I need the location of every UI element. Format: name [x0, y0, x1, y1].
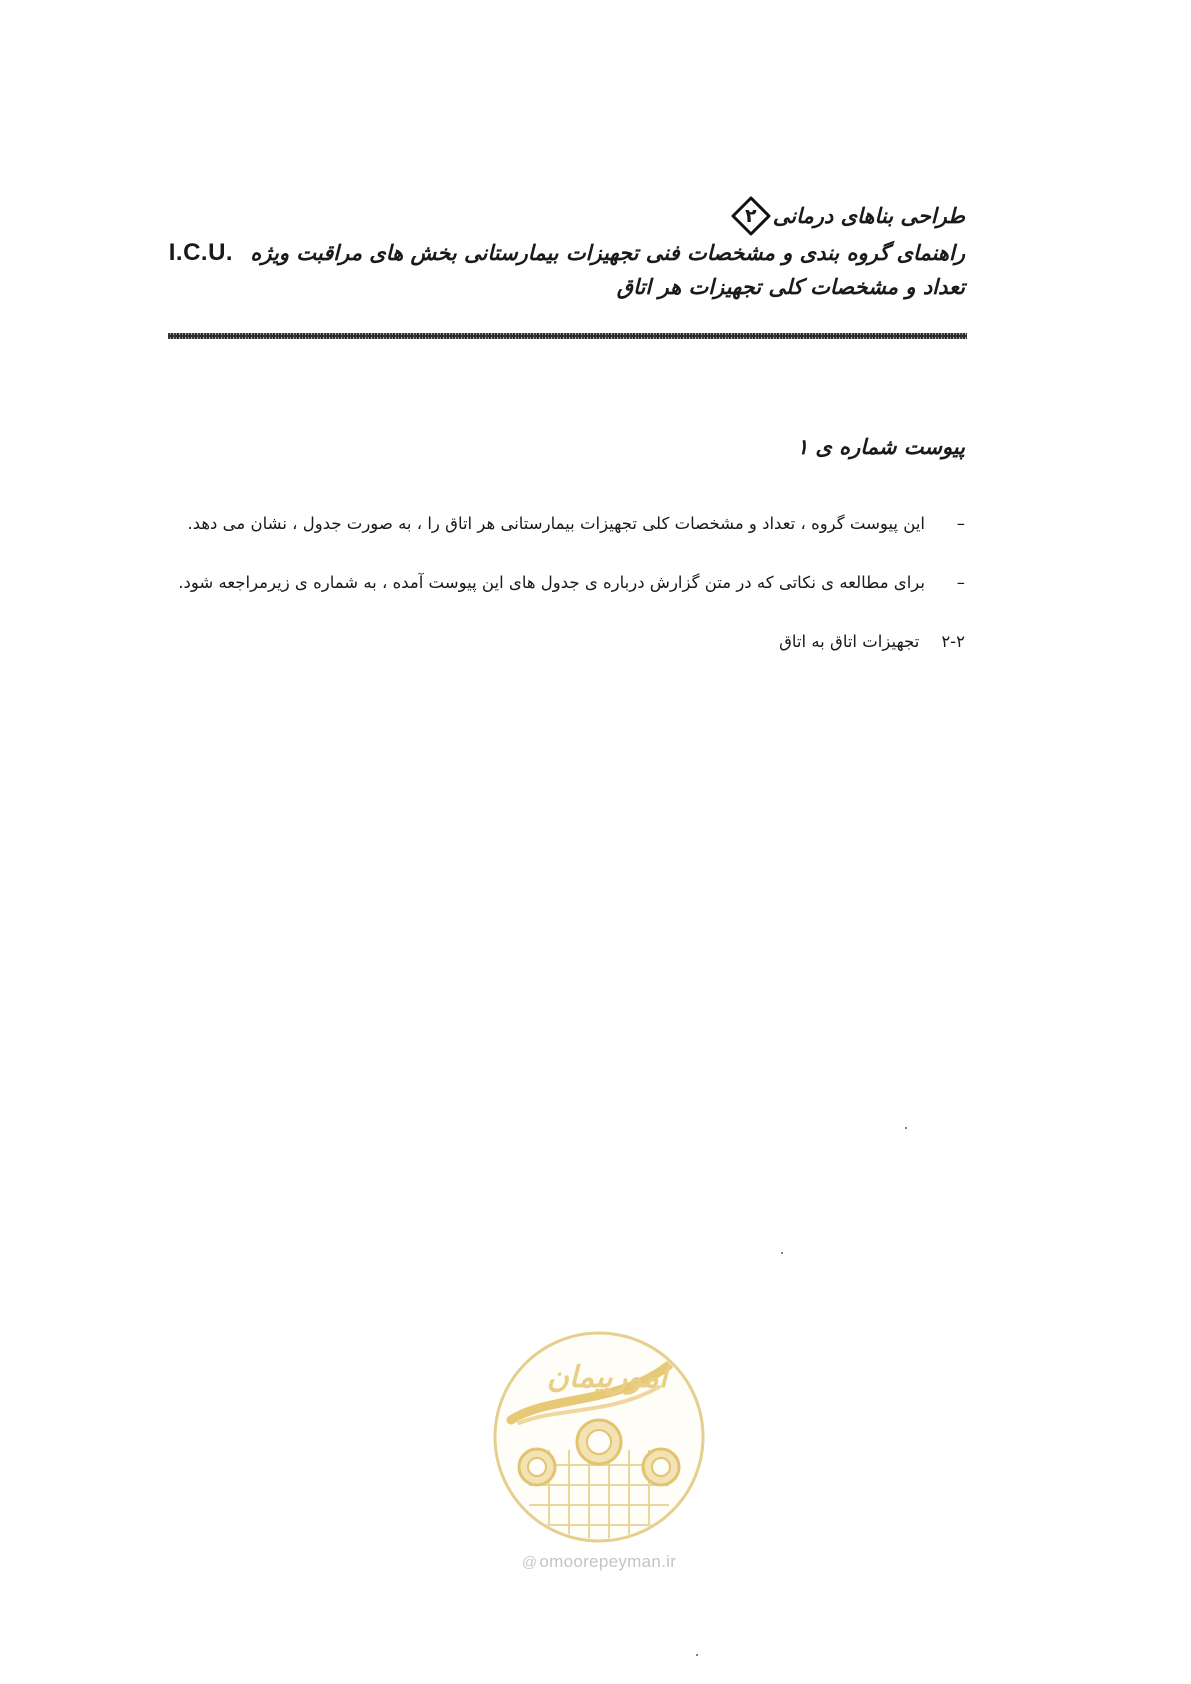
scan-speck [781, 1252, 783, 1254]
at-symbol: @ [521, 1554, 538, 1571]
header-title: طراحی بناهای درمانی [772, 203, 965, 228]
header-title-row [165, 196, 965, 236]
scan-speck [905, 1127, 907, 1129]
header-divider [168, 333, 967, 339]
bullet-dash: – [956, 573, 965, 592]
bullet-dash: – [956, 514, 965, 533]
chapter-number: ۲ [744, 204, 757, 227]
header-subtitle-text: راهنمای گروه بندی و مشخصات فنی تجهیزات بیمارستانی بخش های مراقبت ویژه [250, 240, 965, 265]
watermark-url-text: omoorepeyman.ir [539, 1552, 677, 1571]
bullet-text: این پیوست گروه ، تعداد و مشخصات کلی تجهیزات بیمارستانی هر اتاق را ، به صورت جدول ، نشان می دهد. [187, 514, 925, 533]
subsection-number: ۲-۲ [941, 632, 965, 651]
watermark-logo-text: امورپیمان [546, 1360, 668, 1395]
subsection-reference [165, 625, 965, 659]
scan-speck [696, 1654, 698, 1656]
subsection-label: تجهیزات اتاق به اتاق [779, 632, 920, 651]
bullet-text: برای مطالعه ی نکاتی که در متن گزارش درباره ی جدول های این پیوست آمده ، به شماره ی زیرمراجعه شود. [178, 573, 925, 592]
header-subtitle [165, 236, 965, 270]
watermark-emblem-icon [489, 1325, 709, 1547]
bullet-item [165, 507, 965, 541]
header-section-title: تعداد و مشخصات کلی تجهیزات هر اتاق [616, 274, 965, 299]
appendix-title: پیوست شماره ی ۱ [796, 434, 965, 459]
page-header [165, 196, 965, 304]
watermark-logo [489, 1325, 709, 1585]
page-content [165, 430, 965, 659]
chapter-badge [731, 196, 771, 236]
icu-tag: I.C.U. [168, 239, 234, 266]
bullet-item [165, 566, 965, 600]
watermark-url [489, 1552, 709, 1572]
